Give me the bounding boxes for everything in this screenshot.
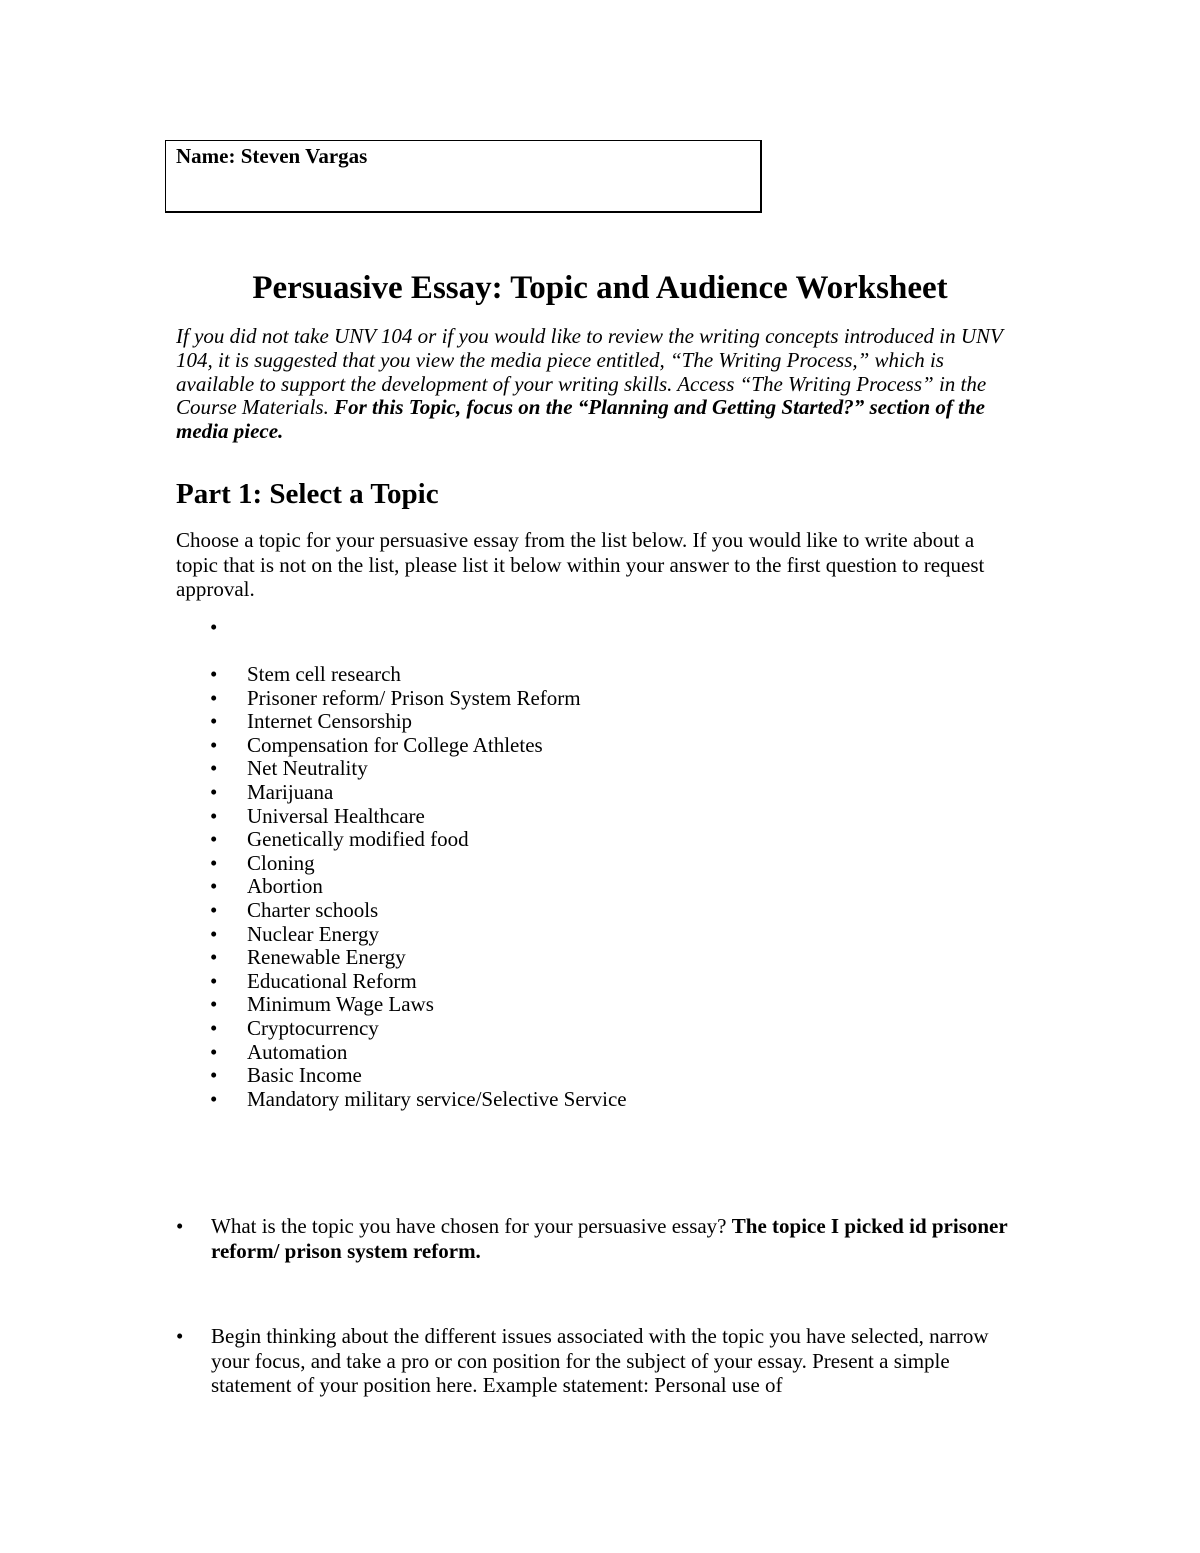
topic-label: Automation bbox=[247, 1039, 348, 1064]
bullet-icon: • bbox=[210, 803, 218, 828]
bullet-icon: • bbox=[210, 992, 218, 1017]
bullet-icon: • bbox=[210, 945, 218, 970]
topic-label: Charter schools bbox=[247, 897, 379, 922]
part1-heading: Part 1: Select a Topic bbox=[176, 478, 439, 510]
topic-list bbox=[210, 616, 627, 1111]
bullet-icon: • bbox=[210, 874, 218, 899]
topic-label: Universal Healthcare bbox=[247, 803, 425, 828]
topic-label: Marijuana bbox=[247, 779, 334, 804]
list-item bbox=[210, 1041, 627, 1065]
topic-label: Genetically modified food bbox=[247, 827, 469, 852]
bullet-icon: • bbox=[210, 732, 218, 757]
topic-label: Mandatory military service/Selective Service bbox=[247, 1086, 627, 1111]
question-prompt: Begin thinking about the different issues associated with the topic you have selected, narrow your focus, and take a pro or con position for the subject of your essay. Present a simple statement of your position here. Example statement: Personal use of bbox=[211, 1324, 989, 1397]
topic-label: Educational Reform bbox=[247, 968, 417, 993]
intro-bold-text: For this Topic, focus on the “Planning and Getting Started?” section of the media piece. bbox=[176, 395, 985, 444]
list-item bbox=[210, 663, 627, 687]
list-item bbox=[210, 899, 627, 923]
bullet-icon: • bbox=[210, 1015, 218, 1040]
list-item bbox=[210, 757, 627, 781]
student-name-label: Name: Steven Vargas bbox=[176, 144, 368, 168]
name-box bbox=[165, 140, 762, 213]
bullet-icon: • bbox=[210, 827, 218, 852]
question-topic-choice bbox=[176, 1214, 1026, 1263]
list-item bbox=[210, 993, 627, 1017]
bullet-icon: • bbox=[210, 921, 218, 946]
bullet-icon: • bbox=[176, 1324, 184, 1348]
topic-label: Basic Income bbox=[247, 1063, 362, 1088]
document-title: Persuasive Essay: Topic and Audience Worksheet bbox=[252, 270, 948, 306]
list-item bbox=[210, 923, 627, 947]
bullet-icon: • bbox=[210, 968, 218, 993]
bullet-icon: • bbox=[210, 685, 218, 710]
bullet-icon: • bbox=[210, 662, 218, 686]
intro-paragraph bbox=[176, 325, 1016, 444]
topic-label: Stem cell research bbox=[247, 662, 401, 686]
bullet-icon: • bbox=[210, 615, 218, 639]
bullet-icon: • bbox=[210, 779, 218, 804]
list-item bbox=[210, 1017, 627, 1041]
list-item bbox=[210, 616, 627, 663]
list-item bbox=[210, 946, 627, 970]
bullet-icon: • bbox=[176, 1214, 184, 1238]
list-item bbox=[210, 734, 627, 758]
question-text bbox=[211, 1214, 1026, 1263]
list-item bbox=[210, 852, 627, 876]
bullet-icon: • bbox=[210, 897, 218, 922]
intro-italic-text: If you did not take UNV 104 or if you would like to review the writing concepts introduced in UNV 104, it is suggested that you view the media piece entitled, “The Writing Process,” which is available to support the development of your writing skills. Access “The Writing Process” in the Course Materials. bbox=[176, 324, 1003, 420]
topic-label: Abortion bbox=[247, 874, 323, 899]
bullet-icon: • bbox=[210, 1039, 218, 1064]
list-item bbox=[210, 687, 627, 711]
list-item bbox=[210, 710, 627, 734]
topic-label: Compensation for College Athletes bbox=[247, 732, 543, 757]
topic-label: Net Neutrality bbox=[247, 756, 368, 781]
topic-label: Cryptocurrency bbox=[247, 1015, 379, 1040]
topic-label: Nuclear Energy bbox=[247, 921, 379, 946]
topic-label: Prisoner reform/ Prison System Reform bbox=[247, 685, 581, 710]
list-item bbox=[210, 970, 627, 994]
topic-label: Renewable Energy bbox=[247, 945, 406, 970]
question-text bbox=[211, 1324, 1026, 1398]
list-item bbox=[210, 1064, 627, 1088]
list-item bbox=[210, 805, 627, 829]
question-position bbox=[176, 1324, 1026, 1398]
topic-label: Cloning bbox=[247, 850, 315, 875]
list-item bbox=[210, 781, 627, 805]
list-item bbox=[210, 875, 627, 899]
bullet-icon: • bbox=[210, 850, 218, 875]
bullet-icon: • bbox=[210, 756, 218, 781]
topic-label: Internet Censorship bbox=[247, 709, 413, 734]
list-item bbox=[210, 828, 627, 852]
list-item bbox=[210, 1088, 627, 1112]
bullet-icon: • bbox=[210, 1086, 218, 1111]
bullet-icon: • bbox=[210, 709, 218, 734]
bullet-icon: • bbox=[210, 1063, 218, 1088]
question-answer: The topice I picked id prisoner reform/ prison system reform. bbox=[211, 1214, 1008, 1263]
topic-label: Minimum Wage Laws bbox=[247, 992, 434, 1017]
part1-instructions: Choose a topic for your persuasive essay from the list below. If you would like to write about a topic that is not on the list, please list it below within your answer to the first question to request approval. bbox=[176, 528, 985, 601]
question-prompt: What is the topic you have chosen for your persuasive essay? bbox=[211, 1214, 732, 1238]
